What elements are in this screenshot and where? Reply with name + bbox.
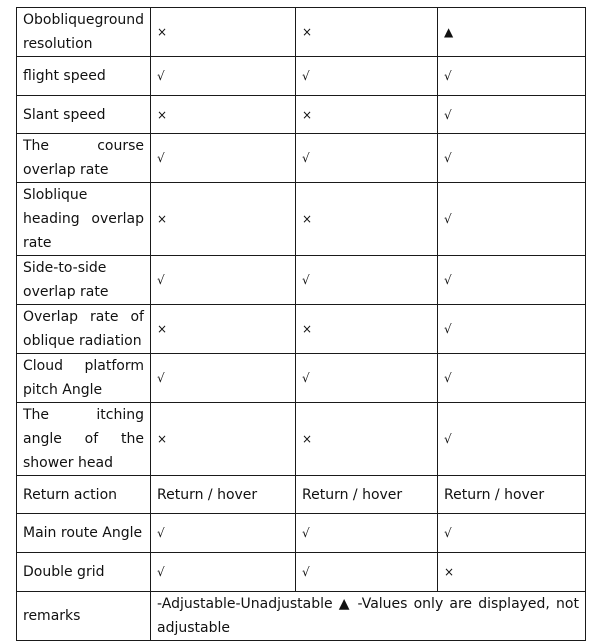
parameter-name: Cloud platform pitch Angle (17, 354, 151, 403)
value-cell: √ (151, 514, 296, 553)
parameter-table (16, 7, 586, 641)
value-cell: √ (296, 256, 438, 305)
value-cell: √ (438, 96, 586, 134)
table-row (17, 403, 586, 476)
table-row (17, 96, 586, 134)
value-cell: × (438, 553, 586, 592)
value-cell: × (151, 305, 296, 354)
parameter-name: Return action (17, 476, 151, 514)
value-cell: √ (151, 256, 296, 305)
table-row (17, 514, 586, 553)
value-cell: √ (438, 256, 586, 305)
value-cell: √ (296, 57, 438, 96)
value-cell: √ (151, 57, 296, 96)
value-cell: √ (296, 553, 438, 592)
value-cell: × (151, 183, 296, 256)
value-cell: × (296, 8, 438, 57)
table-row (17, 476, 586, 514)
table-row (17, 305, 586, 354)
value-cell: √ (438, 183, 586, 256)
value-cell: × (151, 96, 296, 134)
parameter-name: The course overlap rate (17, 134, 151, 183)
table-row (17, 256, 586, 305)
table-row (17, 354, 586, 403)
value-cell: √ (438, 354, 586, 403)
parameter-name: Sloblique heading overlap rate (17, 183, 151, 256)
parameter-name: Overlap rate of oblique radiation (17, 305, 151, 354)
value-cell: √ (151, 134, 296, 183)
value-cell: Return / hover (438, 476, 586, 514)
remarks-label: remarks (17, 592, 151, 641)
parameter-name: flight speed (17, 57, 151, 96)
value-cell: × (296, 403, 438, 476)
parameter-name: Obobliqueground resolution (17, 8, 151, 57)
value-cell: √ (438, 514, 586, 553)
table-row (17, 134, 586, 183)
value-cell: × (296, 305, 438, 354)
value-cell: √ (296, 354, 438, 403)
table-row (17, 553, 586, 592)
value-cell: √ (151, 354, 296, 403)
parameter-name: Main route Angle (17, 514, 151, 553)
table-row (17, 8, 586, 57)
parameter-name: Side-to-side overlap rate (17, 256, 151, 305)
table-row (17, 57, 586, 96)
parameter-name: Double grid (17, 553, 151, 592)
value-cell: √ (296, 134, 438, 183)
table-row (17, 183, 586, 256)
parameter-name: The itching angle of the shower head (17, 403, 151, 476)
value-cell: √ (438, 134, 586, 183)
value-cell: × (151, 403, 296, 476)
value-cell: ▲ (438, 8, 586, 57)
parameter-name: Slant speed (17, 96, 151, 134)
value-cell: × (296, 183, 438, 256)
remarks-text: -Adjustable-Unadjustable ▲ -Values only are displayed, not adjustable (151, 592, 586, 641)
value-cell: √ (438, 57, 586, 96)
value-cell: Return / hover (296, 476, 438, 514)
value-cell: × (151, 8, 296, 57)
value-cell: √ (151, 553, 296, 592)
remarks-row (17, 592, 586, 641)
value-cell: Return / hover (151, 476, 296, 514)
value-cell: √ (296, 514, 438, 553)
value-cell: √ (438, 305, 586, 354)
value-cell: √ (438, 403, 586, 476)
value-cell: × (296, 96, 438, 134)
